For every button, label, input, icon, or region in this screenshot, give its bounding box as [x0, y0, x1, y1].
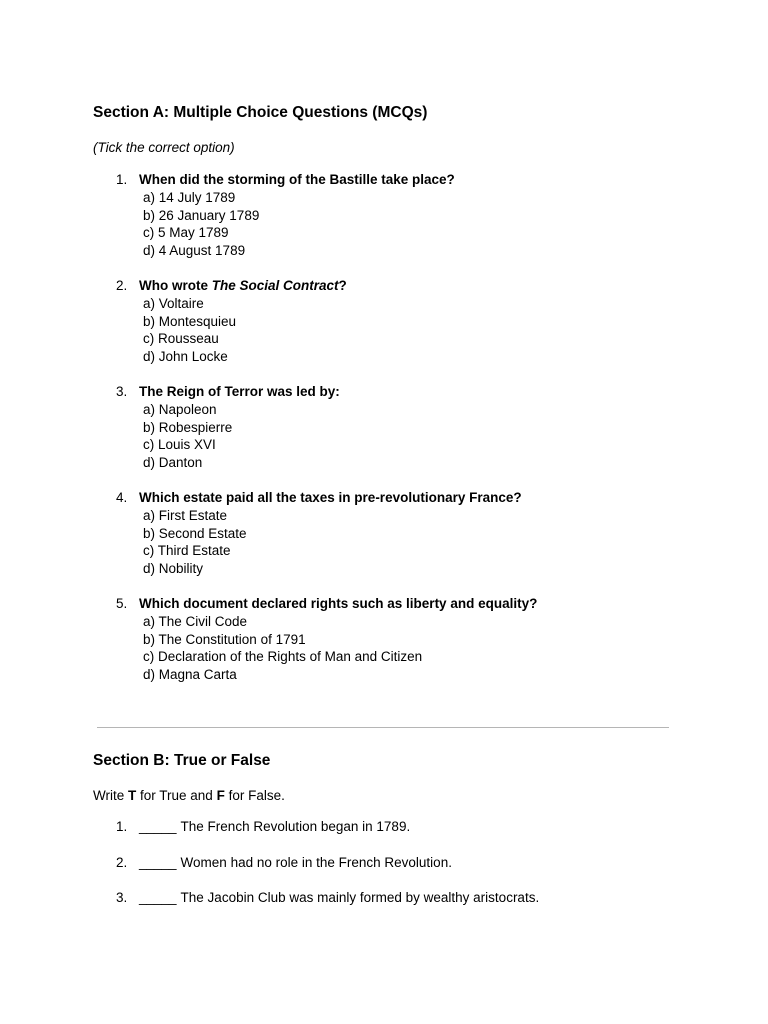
mcq-question-4 [116, 489, 736, 578]
question-number: 5. [116, 596, 128, 611]
question-text: When did the storming of the Bastille take place? [139, 172, 455, 187]
true-letter: T [128, 788, 137, 803]
false-letter: F [216, 788, 225, 803]
option-a: a) The Civil Code [143, 613, 248, 629]
option-a: a) 14 July 1789 [143, 189, 236, 205]
question-text [139, 277, 736, 295]
options-list [143, 295, 736, 366]
option-a: a) First Estate [143, 507, 228, 523]
answer-blank[interactable]: _____ [139, 890, 177, 905]
statement-number: 1. [116, 819, 128, 834]
question-number: 2. [116, 278, 128, 293]
section-b-heading: Section B: True or False [93, 752, 271, 769]
section-b-instruction [93, 788, 285, 803]
options-list [143, 189, 736, 260]
section-a-instruction: (Tick the correct option) [93, 140, 235, 155]
option-b: b) Robespierre [143, 419, 233, 435]
mcq-question-1 [116, 171, 736, 260]
question-text: Which estate paid all the taxes in pre-revolutionary France? [139, 490, 522, 505]
section-a-heading: Section A: Multiple Choice Questions (MCQs) [93, 104, 428, 121]
option-b: b) Montesquieu [143, 313, 237, 329]
instruction-text: for False. [224, 788, 285, 803]
option-d: d) John Locke [143, 349, 228, 365]
statement-text: The French Revolution began in 1789. [180, 819, 411, 834]
section-divider [97, 727, 669, 728]
question-number: 3. [116, 384, 128, 399]
question-text-end: ? [338, 278, 347, 293]
option-c: c) Third Estate [143, 543, 231, 559]
true-false-item-2 [116, 855, 452, 870]
option-a: a) Napoleon [143, 401, 217, 417]
question-text: The Reign of Terror was led by: [139, 384, 340, 399]
true-false-item-3 [116, 890, 539, 905]
option-d: d) 4 August 1789 [143, 243, 246, 259]
statement-number: 3. [116, 890, 128, 905]
option-c: c) 5 May 1789 [143, 225, 229, 241]
option-a: a) Voltaire [143, 295, 204, 311]
statement-text: The Jacobin Club was mainly formed by wealthy aristocrats. [180, 890, 540, 905]
instruction-text: for True and [136, 788, 217, 803]
statement-text: Women had no role in the French Revolution. [180, 855, 452, 870]
option-d: d) Magna Carta [143, 667, 237, 683]
option-d: d) Danton [143, 455, 203, 471]
question-number: 1. [116, 172, 128, 187]
mcq-question-5 [116, 595, 736, 684]
option-c: c) Declaration of the Rights of Man and Citizen [143, 649, 423, 665]
mcq-question-2 [116, 277, 736, 366]
options-list [143, 613, 736, 684]
options-list [143, 401, 736, 472]
option-c: c) Rousseau [143, 331, 219, 347]
option-b: b) 26 January 1789 [143, 207, 260, 223]
option-b: b) Second Estate [143, 525, 247, 541]
true-false-item-1 [116, 819, 410, 834]
option-d: d) Nobility [143, 561, 204, 577]
statement-number: 2. [116, 855, 128, 870]
option-c: c) Louis XVI [143, 437, 216, 453]
book-title: The Social Contract [211, 278, 339, 293]
instruction-text: Write [93, 788, 129, 803]
answer-blank[interactable]: _____ [139, 819, 177, 834]
option-b: b) The Constitution of 1791 [143, 631, 306, 647]
question-number: 4. [116, 490, 128, 505]
options-list [143, 507, 736, 578]
question-text-start: Who wrote [139, 278, 212, 293]
answer-blank[interactable]: _____ [139, 855, 177, 870]
mcq-question-3 [116, 383, 736, 472]
question-text: Which document declared rights such as liberty and equality? [139, 596, 538, 611]
